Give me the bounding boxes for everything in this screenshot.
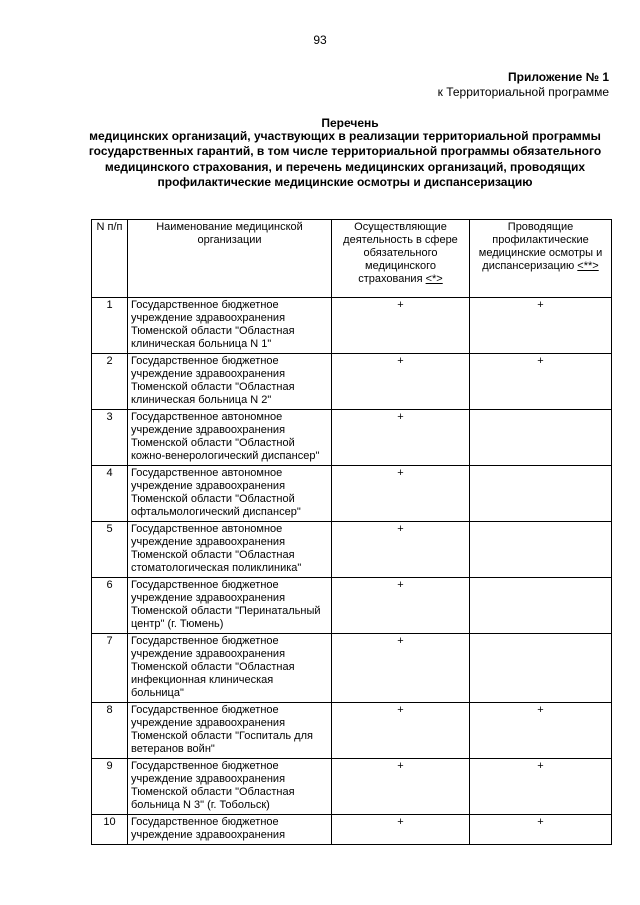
organizations-table — [91, 219, 612, 845]
row-organization-name: Государственное автономное учреждение здравоохранения Тюменской области "Областная стоматологическая поликлиника" — [128, 522, 332, 578]
table-row — [92, 578, 612, 634]
row-organization-name: Государственное бюджетное учреждение здравоохранения Тюменской области "Областная больница N 3" (г. Тобольск) — [128, 759, 332, 815]
row-oms-mark: + — [332, 703, 470, 759]
row-number: 10 — [92, 815, 128, 845]
row-prof-mark: + — [470, 354, 612, 410]
table-row — [92, 759, 612, 815]
table-row — [92, 703, 612, 759]
list-subtitle: медицинских организаций, участвующих в реализации территориальной программы государственных гарантий, в том числе территориальной программы обязательного медицинского страхования, и перечень медицинских организаций, проводящих профилактические медицинские осмотры и диспансеризацию — [88, 129, 602, 190]
header-organization-name: Наименование медицинской организации — [128, 220, 332, 298]
row-number: 6 — [92, 578, 128, 634]
row-prof-mark: + — [470, 703, 612, 759]
row-prof-mark — [470, 578, 612, 634]
row-prof-mark: + — [470, 298, 612, 354]
row-number: 2 — [92, 354, 128, 410]
row-number: 1 — [92, 298, 128, 354]
row-organization-name: Государственное бюджетное учреждение здравоохранения Тюменской области "Госпиталь для ветеранов войн" — [128, 703, 332, 759]
appendix-reference: к Территориальной программе — [437, 85, 609, 99]
row-prof-mark — [470, 410, 612, 466]
row-number: 5 — [92, 522, 128, 578]
row-organization-name: Государственное бюджетное учреждение здравоохранения Тюменской области "Перинатальный центр" (г. Тюмень) — [128, 578, 332, 634]
header-oms-label: Осуществляющие деятельность в сфере обязательного медицинского страхования — [343, 221, 458, 285]
row-oms-mark: + — [332, 354, 470, 410]
header-oms-activity — [332, 220, 470, 298]
table-row — [92, 815, 612, 845]
appendix-header — [438, 70, 609, 100]
row-oms-mark: + — [332, 759, 470, 815]
row-oms-mark: + — [332, 466, 470, 522]
row-prof-mark: + — [470, 815, 612, 845]
appendix-title: Приложение № 1 — [507, 70, 609, 84]
row-prof-mark — [470, 522, 612, 578]
row-oms-mark: + — [332, 410, 470, 466]
table-row — [92, 466, 612, 522]
row-organization-name: Государственное автономное учреждение здравоохранения Тюменской области "Областной кожно-венерологический диспансер" — [128, 410, 332, 466]
row-prof-mark — [470, 634, 612, 703]
list-title: Перечень — [321, 116, 379, 130]
header-number: N п/п — [92, 220, 128, 298]
row-organization-name: Государственное бюджетное учреждение здравоохранения Тюменской области "Областная клиническая больница N 1" — [128, 298, 332, 354]
footnote-link-oms[interactable]: <*> — [425, 273, 443, 285]
table-row — [92, 410, 612, 466]
row-number: 3 — [92, 410, 128, 466]
row-oms-mark: + — [332, 815, 470, 845]
row-prof-mark — [470, 466, 612, 522]
row-organization-name: Государственное бюджетное учреждение здравоохранения Тюменской области "Областная клиническая больница N 2" — [128, 354, 332, 410]
row-oms-mark: + — [332, 578, 470, 634]
page-number: 93 — [313, 33, 327, 47]
table-row — [92, 354, 612, 410]
row-oms-mark: + — [332, 634, 470, 703]
footnote-link-prof[interactable]: <**> — [577, 260, 599, 272]
row-organization-name: Государственное автономное учреждение здравоохранения Тюменской области "Областной офтальмологический диспансер" — [128, 466, 332, 522]
row-number: 9 — [92, 759, 128, 815]
row-number: 7 — [92, 634, 128, 703]
table-row — [92, 634, 612, 703]
row-number: 4 — [92, 466, 128, 522]
row-prof-mark: + — [470, 759, 612, 815]
table-header-row — [92, 220, 612, 298]
header-prof-label: Проводящие профилактические медицинские осмотры и диспансеризацию — [478, 221, 603, 272]
row-organization-name: Государственное бюджетное учреждение здравоохранения Тюменской области "Областная инфекционная клиническая больница" — [128, 634, 332, 703]
table-row — [92, 298, 612, 354]
table-row — [92, 522, 612, 578]
row-oms-mark: + — [332, 522, 470, 578]
row-oms-mark: + — [332, 298, 470, 354]
row-number: 8 — [92, 703, 128, 759]
row-organization-name: Государственное бюджетное учреждение здравоохранения — [128, 815, 332, 845]
header-preventive-exams — [470, 220, 612, 298]
